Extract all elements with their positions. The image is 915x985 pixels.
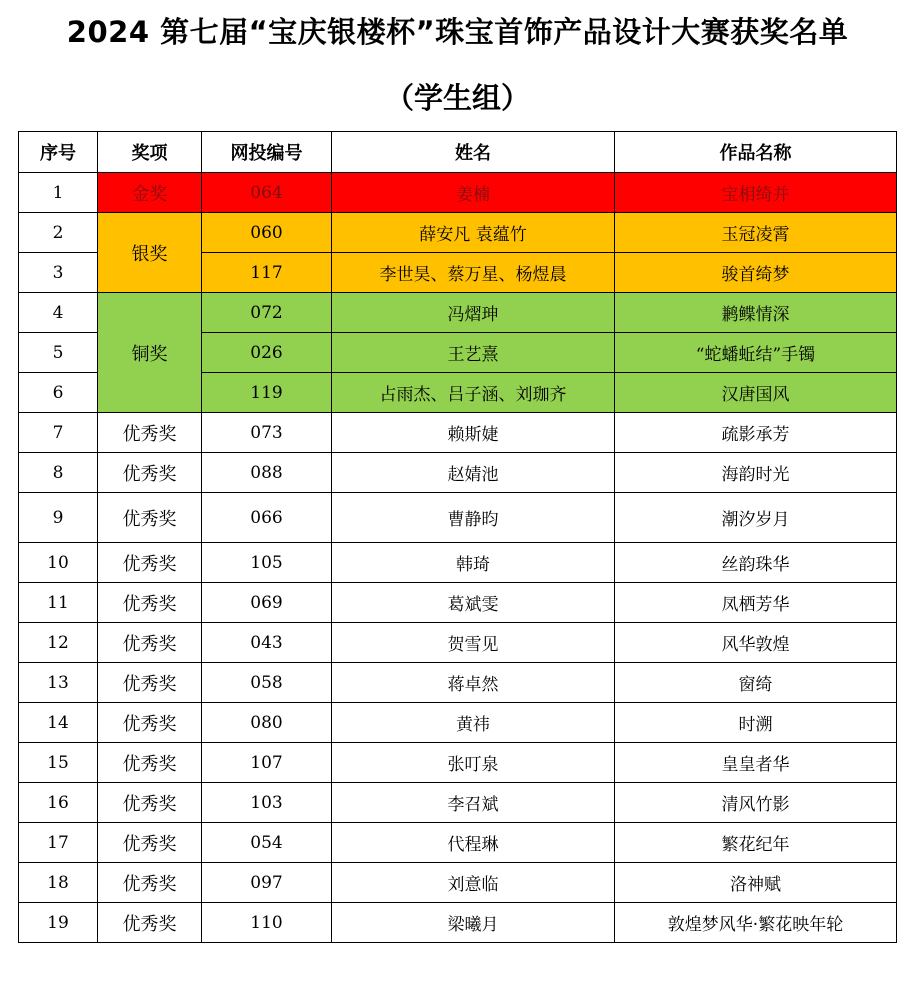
cell-award: 优秀奖 (98, 863, 202, 903)
cell-award-silver: 银奖 (98, 213, 202, 293)
cell-work: 丝韵珠华 (615, 543, 897, 583)
cell-award: 优秀奖 (98, 663, 202, 703)
cell-name: 黄祎 (332, 703, 615, 743)
cell-code: 043 (202, 623, 332, 663)
cell-name: 姜楠 (332, 173, 615, 213)
table-row (19, 583, 897, 623)
cell-code: 088 (202, 453, 332, 493)
table-row (19, 453, 897, 493)
header-name: 姓名 (332, 132, 615, 173)
cell-work: 疏影承芳 (615, 413, 897, 453)
cell-award-bronze: 铜奖 (98, 293, 202, 413)
cell-name: 冯熠珅 (332, 293, 615, 333)
cell-name: 贺雪见 (332, 623, 615, 663)
table-row (19, 823, 897, 863)
cell-name: 薛安凡 袁蕴竹 (332, 213, 615, 253)
page-title: 2024 第七届“宝庆银楼杯”珠宝首饰产品设计大赛获奖名单 (66, 15, 849, 49)
table-row (19, 783, 897, 823)
cell-work: 窗绮 (615, 663, 897, 703)
cell-code: 117 (202, 253, 332, 293)
cell-work: 骏首绮梦 (615, 253, 897, 293)
cell-name: 赖斯婕 (332, 413, 615, 453)
cell-award: 优秀奖 (98, 743, 202, 783)
table-row (19, 903, 897, 943)
table-row (19, 703, 897, 743)
cell-no: 16 (19, 783, 98, 823)
cell-code: 110 (202, 903, 332, 943)
header-code: 网投编号 (202, 132, 332, 173)
cell-name: 梁曦月 (332, 903, 615, 943)
cell-name: 刘意临 (332, 863, 615, 903)
cell-code: 066 (202, 493, 332, 543)
table-row (19, 413, 897, 453)
cell-award: 优秀奖 (98, 583, 202, 623)
cell-name: 李召斌 (332, 783, 615, 823)
cell-work: 繁花纪年 (615, 823, 897, 863)
cell-award: 优秀奖 (98, 703, 202, 743)
table-row (19, 293, 897, 333)
cell-code: 069 (202, 583, 332, 623)
cell-work: 汉唐国风 (615, 373, 897, 413)
cell-award: 优秀奖 (98, 413, 202, 453)
table-header-row (19, 132, 897, 173)
award-table (18, 131, 897, 943)
header-award: 奖项 (98, 132, 202, 173)
cell-award: 优秀奖 (98, 823, 202, 863)
cell-name: 韩琦 (332, 543, 615, 583)
cell-no: 12 (19, 623, 98, 663)
cell-code: 060 (202, 213, 332, 253)
table-row (19, 213, 897, 253)
cell-award: 优秀奖 (98, 623, 202, 663)
cell-no: 2 (19, 213, 98, 253)
cell-work: 清风竹影 (615, 783, 897, 823)
cell-no: 7 (19, 413, 98, 453)
cell-award: 优秀奖 (98, 493, 202, 543)
cell-name: 王艺熹 (332, 333, 615, 373)
cell-name: 蒋卓然 (332, 663, 615, 703)
cell-no: 1 (19, 173, 98, 213)
cell-no: 18 (19, 863, 98, 903)
table-row (19, 863, 897, 903)
cell-work: “蛇蟠蚯结”手镯 (615, 333, 897, 373)
cell-code: 072 (202, 293, 332, 333)
table-row (19, 493, 897, 543)
cell-name: 代程琳 (332, 823, 615, 863)
header-work: 作品名称 (615, 132, 897, 173)
cell-work: 海韵时光 (615, 453, 897, 493)
cell-code: 105 (202, 543, 332, 583)
cell-code: 080 (202, 703, 332, 743)
cell-no: 4 (19, 293, 98, 333)
cell-work: 潮汐岁月 (615, 493, 897, 543)
cell-no: 15 (19, 743, 98, 783)
cell-award: 优秀奖 (98, 543, 202, 583)
cell-code: 119 (202, 373, 332, 413)
cell-work: 洛神赋 (615, 863, 897, 903)
cell-work: 宝相绮并 (615, 173, 897, 213)
cell-award: 优秀奖 (98, 903, 202, 943)
cell-no: 3 (19, 253, 98, 293)
cell-code: 073 (202, 413, 332, 453)
cell-code: 064 (202, 173, 332, 213)
cell-name: 李世昊、蔡万星、杨煜晨 (332, 253, 615, 293)
cell-no: 6 (19, 373, 98, 413)
cell-award: 优秀奖 (98, 453, 202, 493)
cell-work: 时溯 (615, 703, 897, 743)
cell-code: 107 (202, 743, 332, 783)
cell-no: 13 (19, 663, 98, 703)
cell-name: 赵婧池 (332, 453, 615, 493)
cell-name: 葛斌雯 (332, 583, 615, 623)
cell-work: 皇皇者华 (615, 743, 897, 783)
table-row (19, 543, 897, 583)
cell-award: 优秀奖 (98, 783, 202, 823)
cell-name: 张叮泉 (332, 743, 615, 783)
cell-name: 曹静昀 (332, 493, 615, 543)
cell-no: 11 (19, 583, 98, 623)
cell-work: 玉冠凌霄 (615, 213, 897, 253)
cell-work: 风华敦煌 (615, 623, 897, 663)
cell-code: 054 (202, 823, 332, 863)
cell-no: 8 (19, 453, 98, 493)
cell-code: 026 (202, 333, 332, 373)
table-row (19, 173, 897, 213)
cell-no: 9 (19, 493, 98, 543)
cell-work: 鹣鲽情深 (615, 293, 897, 333)
cell-no: 14 (19, 703, 98, 743)
cell-work: 敦煌梦风华·繁花映年轮 (615, 903, 897, 943)
header-no: 序号 (19, 132, 98, 173)
cell-code: 103 (202, 783, 332, 823)
table-row (19, 663, 897, 703)
cell-no: 19 (19, 903, 98, 943)
cell-no: 5 (19, 333, 98, 373)
table-row (19, 623, 897, 663)
cell-code: 058 (202, 663, 332, 703)
cell-no: 17 (19, 823, 98, 863)
page-subtitle: （学生组） (384, 81, 530, 115)
cell-award-gold: 金奖 (98, 173, 202, 213)
cell-code: 097 (202, 863, 332, 903)
cell-work: 凤栖芳华 (615, 583, 897, 623)
cell-no: 10 (19, 543, 98, 583)
cell-name: 占雨杰、吕子涵、刘珈齐 (332, 373, 615, 413)
table-row (19, 743, 897, 783)
